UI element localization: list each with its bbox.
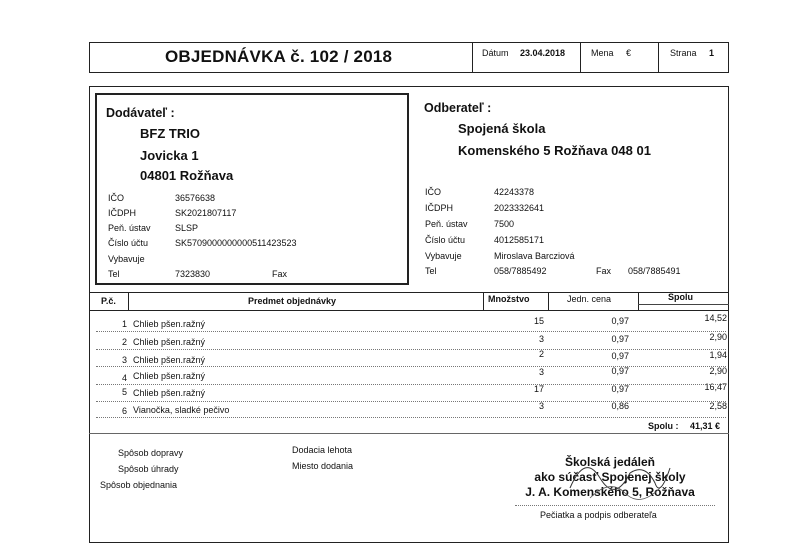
row-number: 5 — [121, 387, 127, 397]
row-qty: 3 — [538, 401, 544, 411]
customer-ico-label: IČO — [425, 187, 442, 197]
row-total: 2,90 — [709, 366, 727, 376]
row-qty: 17 — [533, 384, 544, 394]
row-item: Chlieb pšen.ražný — [133, 355, 206, 365]
supplier-icdph-label: IČDPH — [108, 208, 137, 218]
supplier-street: Jovicka 1 — [140, 148, 199, 163]
supplier-heading: Dodávateľ : — [106, 106, 175, 120]
row-price: 0,97 — [611, 351, 629, 361]
customer-name: Spojená škola — [458, 121, 546, 136]
customer-account-value: 4012585171 — [494, 235, 545, 245]
row-number: 6 — [121, 406, 127, 416]
stamp-line-1: Školská jedáleň — [564, 455, 656, 469]
customer-handler-value: Miroslava Barcziová — [494, 251, 575, 261]
row-price: 0,97 — [611, 334, 629, 344]
supplier-city: 04801 Rožňava — [140, 168, 234, 183]
supplier-bank-value: SLSP — [175, 223, 199, 233]
row-qty: 3 — [538, 334, 544, 344]
delivery-label: Dodacia lehota — [292, 445, 353, 455]
row-qty: 3 — [538, 367, 544, 377]
date-value: 23.04.2018 — [520, 48, 566, 58]
date-label: Dátum — [482, 48, 509, 58]
row-total: 16,47 — [704, 382, 727, 392]
row-item: Chlieb pšen.ražný — [133, 337, 206, 347]
stamp-line-2: ako súčasť Spojenej školy — [534, 470, 686, 484]
col-header-price: Jedn. cena — [567, 294, 612, 304]
supplier-account-value: SK5709000000000511423523 — [175, 238, 297, 248]
customer-tel-label: Tel — [425, 266, 437, 276]
row-qty: 15 — [533, 316, 544, 326]
row-item: Chlieb pšen.ražný — [133, 388, 206, 398]
customer-handler-label: Vybavuje — [425, 251, 462, 261]
row-number: 4 — [121, 373, 127, 383]
row-price: 0,97 — [611, 366, 629, 376]
row-item: Vianočka, sladké pečivo — [133, 405, 230, 415]
order-title: OBJEDNÁVKA č. 102 / 2018 — [165, 47, 393, 66]
row-qty: 2 — [538, 349, 544, 359]
customer-fax-label: Fax — [596, 266, 612, 276]
row-total: 14,52 — [704, 313, 727, 323]
order-method-label: Spôsob objednania — [100, 480, 178, 490]
customer-fax-value: 058/7885491 — [628, 266, 681, 276]
customer-bank-value: 7500 — [494, 219, 515, 229]
stamp-line-3: J. A. Komenského 5, Rožňava — [525, 485, 695, 499]
supplier-name: BFZ TRIO — [140, 126, 200, 141]
supplier-handler-label: Vybavuje — [108, 254, 145, 264]
supplier-ico-value: 36576638 — [175, 193, 216, 203]
row-total: 2,90 — [709, 332, 727, 342]
customer-address: Komenského 5 Rožňava 048 01 — [458, 143, 651, 158]
sum-label: Spolu : — [648, 421, 679, 431]
supplier-icdph-value: SK2021807117 — [175, 208, 237, 218]
supplier-ico-label: IČO — [108, 193, 125, 203]
currency-value: € — [626, 48, 632, 58]
table-row — [89, 401, 729, 423]
place-label: Miesto dodania — [292, 461, 354, 471]
customer-account-label: Číslo účtu — [425, 235, 466, 245]
supplier-tel-label: Tel — [108, 269, 120, 279]
col-header-pc: P.č. — [101, 296, 116, 306]
col-header-qty: Množstvo — [488, 294, 530, 304]
row-item: Chlieb pšen.ražný — [133, 319, 206, 329]
row-number: 2 — [121, 337, 127, 347]
customer-tel-value: 058/7885492 — [494, 266, 547, 276]
row-number: 1 — [121, 319, 127, 329]
col-header-item: Predmet objednávky — [248, 296, 337, 306]
row-total: 2,58 — [709, 401, 727, 411]
signature-caption: Pečiatka a podpis odberateľa — [540, 510, 657, 520]
customer-heading: Odberateľ : — [424, 101, 492, 115]
row-number: 3 — [121, 355, 127, 365]
row-price: 0,97 — [611, 316, 629, 326]
supplier-bank-label: Peň. ústav — [108, 223, 151, 233]
customer-ico-value: 42243378 — [494, 187, 535, 197]
row-item: Chlieb pšen.ražný — [133, 371, 206, 381]
supplier-tel-value: 7323830 — [175, 269, 211, 279]
row-total: 1,94 — [709, 350, 727, 360]
customer-icdph-value: 2023332641 — [494, 203, 545, 213]
payment-label: Spôsob úhrady — [118, 464, 179, 474]
page-value: 1 — [709, 48, 715, 58]
signature-scribble — [560, 448, 680, 508]
transport-label: Spôsob dopravy — [118, 448, 184, 458]
supplier-fax-label: Fax — [272, 269, 288, 279]
col-header-total: Spolu — [668, 292, 693, 302]
currency-label: Mena — [591, 48, 614, 58]
customer-bank-label: Peň. ústav — [425, 219, 468, 229]
row-price: 0,86 — [611, 401, 629, 411]
table-row — [89, 382, 729, 405]
sum-value: 41,31 € — [690, 421, 721, 431]
customer-icdph-label: IČDPH — [425, 203, 454, 213]
page-label: Strana — [670, 48, 697, 58]
row-price: 0,97 — [611, 384, 629, 394]
supplier-account-label: Číslo účtu — [108, 238, 149, 248]
